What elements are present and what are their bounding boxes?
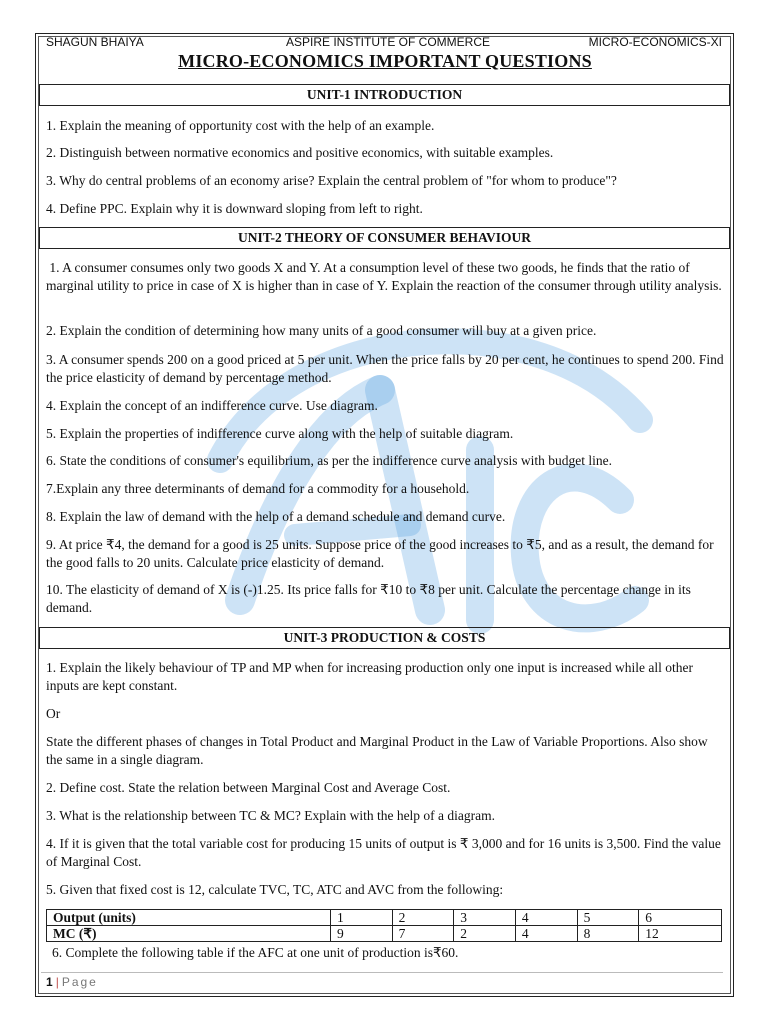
unit-2-heading: UNIT-2 THEORY OF CONSUMER BEHAVIOUR <box>39 227 730 249</box>
unit-1-heading: UNIT-1 INTRODUCTION <box>39 84 730 106</box>
unit-2-question-1: 1. A consumer consumes only two goods X and Y. At a consumption level of these two goods, he finds that the ratio of marginal utility to price in case of X is higher than in case of Y. Explain the reaction of the consumer through utility analysis. <box>46 260 722 293</box>
table-cell: 12 <box>639 926 722 942</box>
table-cell: 2 <box>454 926 516 942</box>
table-cell: 5 <box>577 910 639 926</box>
unit-1-question-1: 1. Explain the meaning of opportunity cost with the help of an example. <box>46 118 435 133</box>
unit-3-question-4: 4. If it is given that the total variable cost for producing 15 units of output is ₹ 3,000 and for 16 units is 3,500. Find the value of Marginal Cost. <box>46 836 725 869</box>
unit-2-question-10: 10. The elasticity of demand of X is (-)1.25. Its price falls for ₹10 to ₹8 per unit. Calculate the percentage change in its demand. <box>46 582 695 615</box>
page-footer <box>46 975 98 989</box>
footer-separator: | <box>55 975 59 989</box>
table-cell: 1 <box>331 910 393 926</box>
table-row <box>47 910 722 926</box>
unit-3-or: Or <box>46 706 61 721</box>
table-row-label: Output (units) <box>47 910 331 926</box>
cost-table <box>46 909 722 942</box>
table-cell: 6 <box>639 910 722 926</box>
page-title: MICRO-ECONOMICS IMPORTANT QUESTIONS <box>178 51 592 71</box>
header-institute: ASPIRE INSTITUTE OF COMMERCE <box>286 35 491 49</box>
table-cell: 8 <box>577 926 639 942</box>
unit-1-question-3: 3. Why do central problems of an economy arise? Explain the central problem of "for whom to produce"? <box>46 173 617 188</box>
page-number: 1 <box>46 975 53 989</box>
unit-3-question-6: 6. Complete the following table if the AFC at one unit of production is₹60. <box>52 945 459 960</box>
running-header <box>46 35 722 51</box>
unit-3-question-3: 3. What is the relationship between TC & MC? Explain with the help of a diagram. <box>46 808 496 823</box>
table-cell: 4 <box>515 926 577 942</box>
header-subject: MICRO-ECONOMICS-XI <box>588 35 722 49</box>
unit-2-question-8: 8. Explain the law of demand with the help of a demand schedule and demand curve. <box>46 509 506 524</box>
footer-divider <box>41 972 723 973</box>
table-cell: 3 <box>454 910 516 926</box>
unit-2-question-5: 5. Explain the properties of indifference curve along with the help of suitable diagram. <box>46 426 514 441</box>
unit-3-question-2: 2. Define cost. State the relation between Marginal Cost and Average Cost. <box>46 780 451 795</box>
table-cell: 9 <box>331 926 393 942</box>
header-author: SHAGUN BHAIYA <box>46 35 144 49</box>
unit-1-question-2: 2. Distinguish between normative economics and positive economics, with suitable examples. <box>46 145 554 160</box>
unit-3-question-5: 5. Given that fixed cost is 12, calculate TVC, TC, ATC and AVC from the following: <box>46 882 504 897</box>
unit-3-heading: UNIT-3 PRODUCTION & COSTS <box>39 627 730 649</box>
unit-1-question-4: 4. Define PPC. Explain why it is downward sloping from left to right. <box>46 201 423 216</box>
unit-2-question-2: 2. Explain the condition of determining how many units of a good consumer will buy at a given price. <box>46 323 597 338</box>
table-cell: 7 <box>392 926 454 942</box>
unit-3-question-1-alt: State the different phases of changes in Total Product and Marginal Product in the Law of Variable Proportions. Also show the same in a single diagram. <box>46 734 712 767</box>
unit-2-question-6: 6. State the conditions of consumer's equilibrium, as per the indifference curve analysis with budget line. <box>46 453 613 468</box>
page-label: Page <box>61 975 98 989</box>
unit-2-question-4: 4. Explain the concept of an indifference curve. Use diagram. <box>46 398 378 413</box>
table-row <box>47 926 722 942</box>
unit-2-question-9: 9. At price ₹4, the demand for a good is 25 units. Suppose price of the good increases to ₹5, and as a result, the demand for the good falls to 20 units. Calculate price elasticity of demand. <box>46 537 718 570</box>
table-cell: 2 <box>392 910 454 926</box>
unit-3-question-1: 1. Explain the likely behaviour of TP and MP when for increasing production only one input is increased while all other inputs are kept constant. <box>46 660 697 693</box>
table-cell: 4 <box>515 910 577 926</box>
unit-2-question-3: 3. A consumer spends 200 on a good priced at 5 per unit. When the price falls by 20 per cent, he continues to spend 200. Find the price elasticity of demand by percentage method. <box>46 352 727 385</box>
table-row-label: MC (₹) <box>47 926 331 942</box>
unit-2-question-7: 7.Explain any three determinants of demand for a commodity for a household. <box>46 481 470 496</box>
